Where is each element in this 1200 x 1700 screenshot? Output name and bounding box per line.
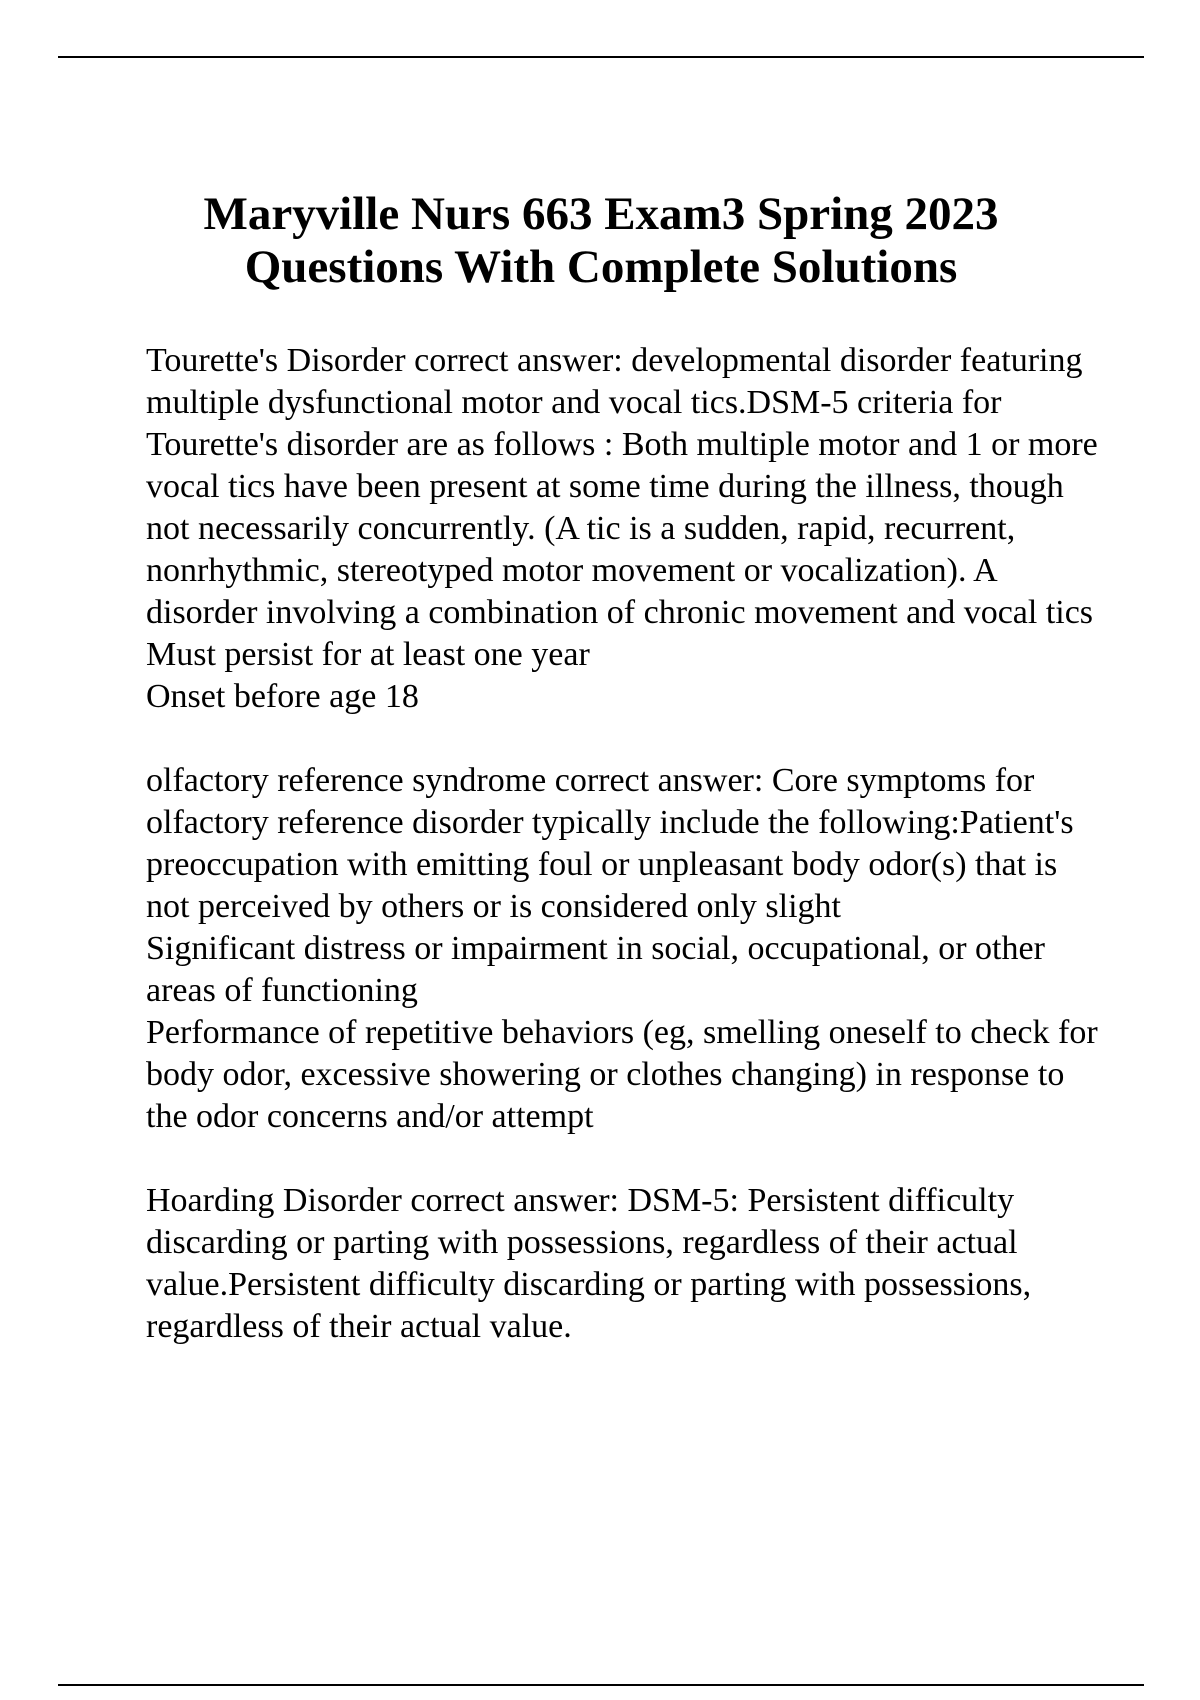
entry-paragraph: Significant distress or impairment in social, occupational, or other areas of functioning bbox=[146, 930, 1045, 1009]
top-rule bbox=[58, 56, 1144, 58]
entry-paragraph: Onset before age 18 bbox=[146, 678, 419, 715]
entry-paragraph: Performance of repetitive behaviors (eg, smelling oneself to check for body odor, excessive showering or clothes changing) in response to the odor concerns and/or attempt bbox=[146, 1014, 1098, 1135]
document-title bbox=[58, 188, 1144, 294]
entry-paragraph: Tourette's Disorder correct answer: developmental disorder featuring multiple dysfunctional motor and vocal tics.DSM-5 criteria for Tourette's disorder are as follows : Both multiple motor and 1 or more vocal tics have been present at some time during the illness, though not necessarily concurrently. (A tic is a sudden, rapid, recurrent, nonrhythmic, stereotyped motor movement or vocalization). A disorder involving a combination of chronic movement and vocal tics bbox=[146, 342, 1098, 631]
entry-paragraph: Hoarding Disorder correct answer: DSM-5: Persistent difficulty discarding or parting with possessions, regardless of their actual value.Persistent difficulty discarding or parting with possessions, regardless of their actual value. bbox=[146, 1182, 1032, 1345]
entry-olfactory-reference-syndrome bbox=[146, 760, 1106, 1138]
document-body bbox=[146, 340, 1106, 1390]
title-line-2: Questions With Complete Solutions bbox=[244, 241, 958, 293]
title-line-1: Maryville Nurs 663 Exam3 Spring 2023 bbox=[203, 188, 999, 240]
bottom-rule bbox=[58, 1684, 1144, 1686]
entry-paragraph: olfactory reference syndrome correct answer: Core symptoms for olfactory reference disorder typically include the following:Patient's preoccupation with emitting foul or unpleasant body odor(s) that is not perceived by others or is considered only slight bbox=[146, 762, 1074, 925]
entry-paragraph: Must persist for at least one year bbox=[146, 636, 590, 673]
entry-hoarding-disorder bbox=[146, 1180, 1106, 1348]
entry-tourettes-disorder bbox=[146, 340, 1106, 718]
